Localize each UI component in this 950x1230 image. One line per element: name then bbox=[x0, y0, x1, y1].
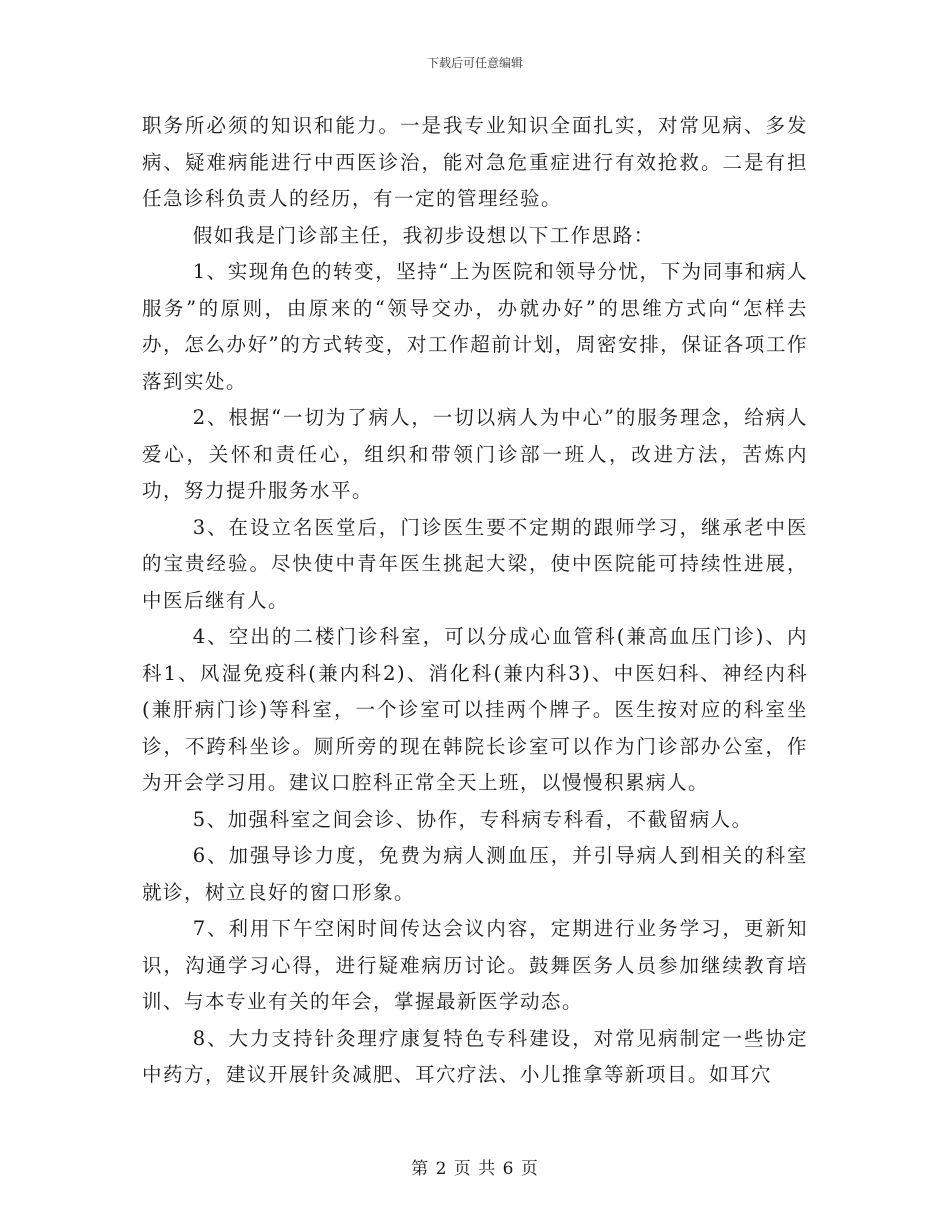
paragraph-item-6: 6、加强导诊力度，免费为病人测血压，并引导病人到相关的科室就诊，树立良好的窗口形象。 bbox=[142, 844, 808, 904]
paragraph-item-7: 7、利用下午空闲时间传达会议内容，定期进行业务学习，更新知识，沟通学习心得，进行疑难病历讨论。鼓舞医务人员参加继续教育培训、与本专业有关的年会，掌握最新医学动态。 bbox=[142, 917, 808, 1013]
paragraph-item-5: 5、加强科室之间会诊、协作，专科病专科看，不截留病人。 bbox=[192, 807, 753, 831]
paragraph-item-4: 4、空出的二楼门诊科室，可以分成心血管科(兼高血压门诊)、内科1、风湿免疫科(兼内科2)、消化科(兼内科3)、中医妇科、神经内科(兼肝病门诊)等科室，一个诊室可以挂两个牌子。医生按对应的科室坐诊，不跨科坐诊。厕所旁的现在韩院长诊室可以作为门诊部办公室，作为开会学习用。建议口腔科正常全天上班，以慢慢积累病人。 bbox=[142, 625, 808, 794]
page-number: 第 2 页 共 6 页 bbox=[411, 1159, 539, 1179]
document-body bbox=[142, 108, 808, 1094]
paragraph-continuation: 职务所必须的知识和能力。一是我专业知识全面扎实，对常见病、多发病、疑难病能进行中西医诊治，能对急危重症进行有效抢救。二是有担任急诊科负责人的经历，有一定的管理经验。 bbox=[142, 114, 808, 210]
paragraph-item-1: 1、实现角色的转变，坚持“上为医院和领导分忧，下为同事和病人服务”的原则，由原来的“领导交办，办就办好”的思维方式向“怎样去办，怎么办好”的方式转变，对工作超前计划，周密安排，保证各项工作落到实处。 bbox=[142, 260, 808, 393]
paragraph-item-8: 8、大力支持针灸理疗康复特色专科建设，对常见病制定一些协定中药方，建议开展针灸减肥、耳穴疗法、小儿推拿等新项目。如耳穴 bbox=[142, 1026, 808, 1086]
page-header: 下载后可任意编辑 bbox=[426, 56, 523, 70]
paragraph-item-3: 3、在设立名医堂后，门诊医生要不定期的跟师学习，继承老中医的宝贵经验。尽快使中青年医生挑起大梁，使中医院能可持续性进展，中医后继有人。 bbox=[142, 515, 808, 612]
paragraph-item-2: 2、根据“一切为了病人，一切以病人为中心”的服务理念，给病人爱心，关怀和责任心，组织和带领门诊部一班人，改进方法，苦炼内功，努力提升服务水平。 bbox=[142, 406, 808, 502]
paragraph-intro: 假如我是门诊部主任，我初步设想以下工作思路： bbox=[192, 223, 655, 247]
